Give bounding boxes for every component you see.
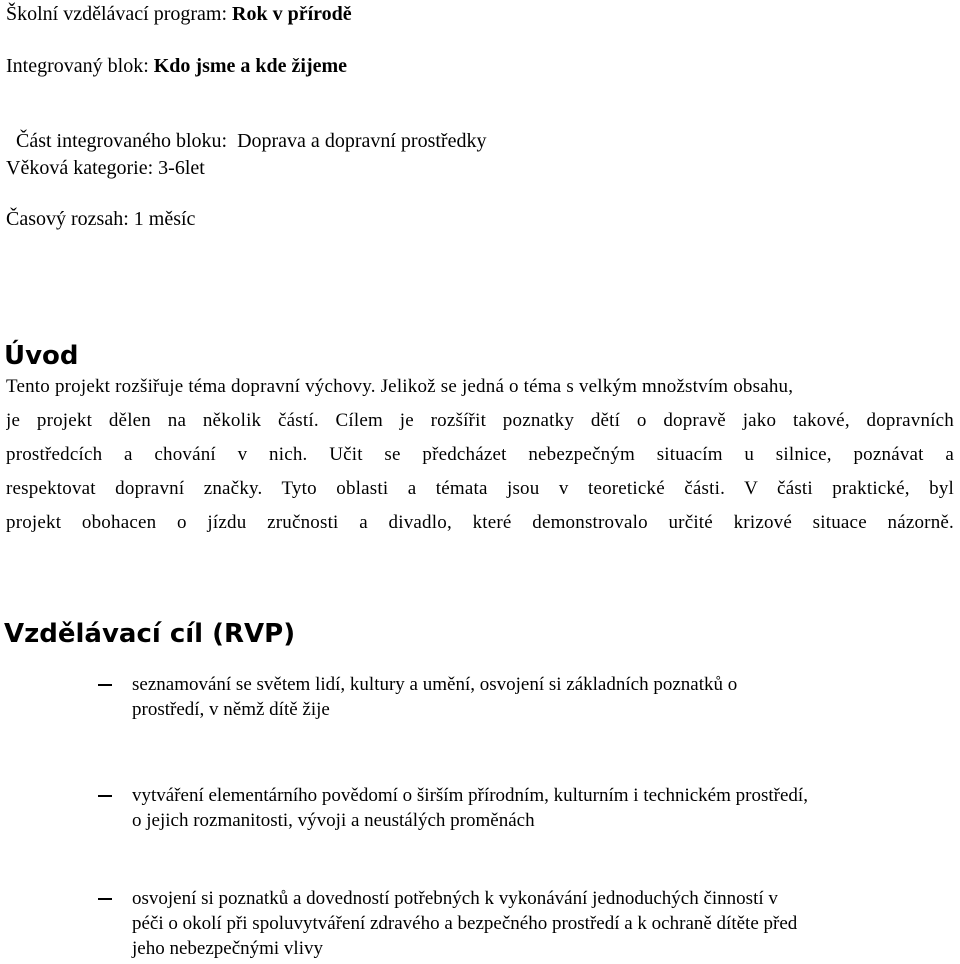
age-label: Věková kategorie: xyxy=(6,157,159,179)
goal-1-line-1: seznamování se světem lidí, kultury a umění, osvojení si základních poznatků o xyxy=(132,674,738,695)
goal-text xyxy=(132,672,947,722)
intro-heading: Úvod xyxy=(4,341,79,371)
intro-line xyxy=(6,472,954,506)
age-value: 3-6let xyxy=(158,157,205,179)
part-label: Část integrovaného bloku: xyxy=(16,130,238,152)
program-value: Rok v přírodě xyxy=(232,3,352,25)
intro-line xyxy=(6,370,954,404)
block-line xyxy=(6,54,347,78)
age-line xyxy=(6,156,205,180)
goal-2-line-1: vytváření elementárního povědomí o širším přírodním, kulturním i technickém prostředí, xyxy=(132,785,808,806)
block-value: Kdo jsme a kde žijeme xyxy=(153,55,348,77)
block-label: Integrovaný blok: xyxy=(6,55,154,77)
intro-line-2: je projekt dělen na několik částí. Cílem je rozšířit poznatky dětí o dopravě jako takové, dopravních xyxy=(6,410,954,431)
goal-3-line-3: jeho nebezpečnými vlivy xyxy=(132,938,323,959)
program-label: Školní vzdělávací program: xyxy=(6,3,233,25)
goal-2-line-2: o jejich rozmanitosti, vývoji a neustálých proměnách xyxy=(132,810,535,831)
time-line xyxy=(6,207,195,231)
intro-line-4: respektovat dopravní značky. Tyto oblasti a témata jsou v teoretické části. V části praktické, byl xyxy=(6,478,954,499)
intro-line xyxy=(6,438,954,472)
intro-paragraph xyxy=(6,370,954,540)
dash-bullet-icon xyxy=(98,898,112,900)
time-label: Časový rozsah: xyxy=(6,208,134,230)
goal-text xyxy=(132,783,947,833)
part-line xyxy=(6,105,486,153)
part-value: Doprava a dopravní prostředky xyxy=(237,130,487,152)
intro-line-5: projekt obohacen o jízdu zručnosti a divadlo, které demonstrovalo určité krizové situace názorně. xyxy=(6,512,954,533)
program-line xyxy=(6,2,352,26)
goal-3-line-2: péči o okolí při spoluvytváření zdravého a bezpečného prostředí a k ochraně dítěte před xyxy=(132,913,798,934)
dash-bullet-icon xyxy=(98,795,112,797)
goal-1-line-2: prostředí, v němž dítě žije xyxy=(132,699,330,720)
time-value: 1 měsíc xyxy=(133,208,196,230)
goal-3-line-1: osvojení si poznatků a dovedností potřebných k vykonávání jednoduchých činností v xyxy=(132,888,778,909)
intro-line-3: prostředcích a chování v nich. Učit se předcházet nebezpečným situacím u silnice, poznávat a xyxy=(6,444,954,465)
intro-line xyxy=(6,404,954,438)
goals-heading: Vzdělávací cíl (RVP) xyxy=(4,619,296,649)
goal-text xyxy=(132,886,947,961)
dash-bullet-icon xyxy=(98,684,112,686)
intro-line xyxy=(6,506,954,540)
intro-line-1: Tento projekt rozšiřuje téma dopravní výchovy. Jelikož se jedná o téma s velkým množstvím obsahu, xyxy=(6,376,794,397)
